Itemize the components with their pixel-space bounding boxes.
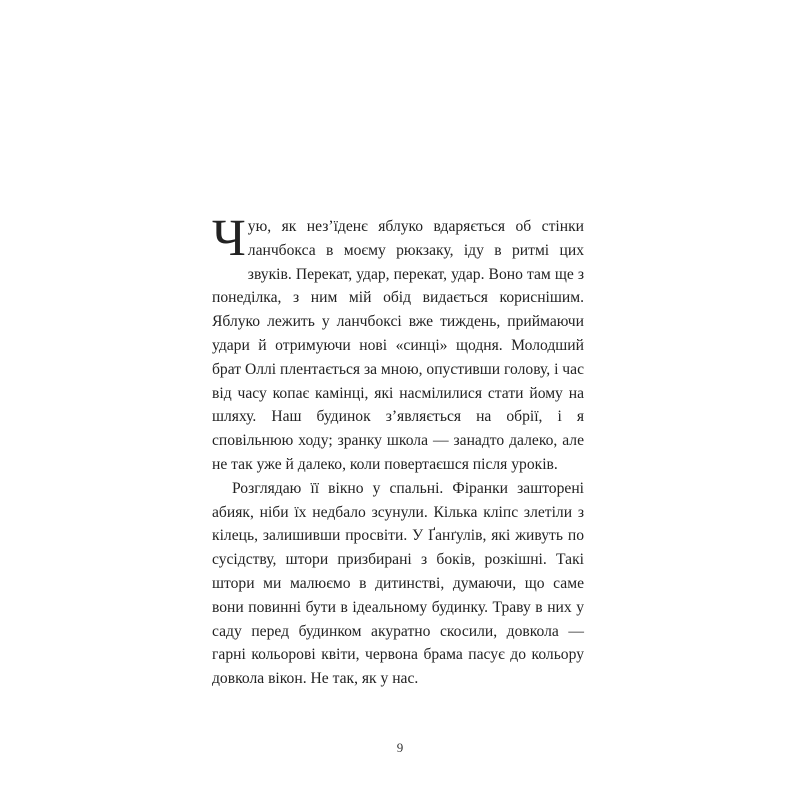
page-number: 9 <box>396 740 404 755</box>
paragraph-2: Розглядаю її вікно у спальні. Фіранки зашторені абияк, ніби їх недбало зсунули. Кілька кліпс злетіли з кілець, залишивши просвіти. У Ґанґулів, які живуть по сусідству, штори призбирані з боків, розкішні. Такі штори ми малюємо в дитинстві, думаючи, що саме вони повинні бути в ідеальному будинку. Траву в них у саду перед будинком акуратно скосили, довкола — гарні кольорові квіти, червона брама пасує до кольору довкола вікон. Не так, як у нас. <box>212 479 584 688</box>
drop-cap: Ч <box>212 210 246 267</box>
chapter-text <box>212 210 584 691</box>
paragraph-1 <box>212 210 584 477</box>
paragraph-1-text: ую, як нез’їденє яблуко вдаряється об стінки ланчбокса в моєму рюкзаку, іду в ритмі цих звуків. Перекат, удар, перекат, удар. Воно там ще з понеділка, з ним мій обід видається кориснішим. Яблуко лежить у ланчбоксі вже тиждень, приймаючи удари й отримуючи нові «синці» щодня. Молодший брат Оллі плентається за мною, опустивши голову, і час від часу копає камінці, які насмілилися стати йому на шляху. Наш будинок з’являється на обрії, і я сповільнюю ходу; зранку школа — занадто далеко, але не так уже й далеко, коли повертаєшся після уроків. <box>212 218 584 473</box>
